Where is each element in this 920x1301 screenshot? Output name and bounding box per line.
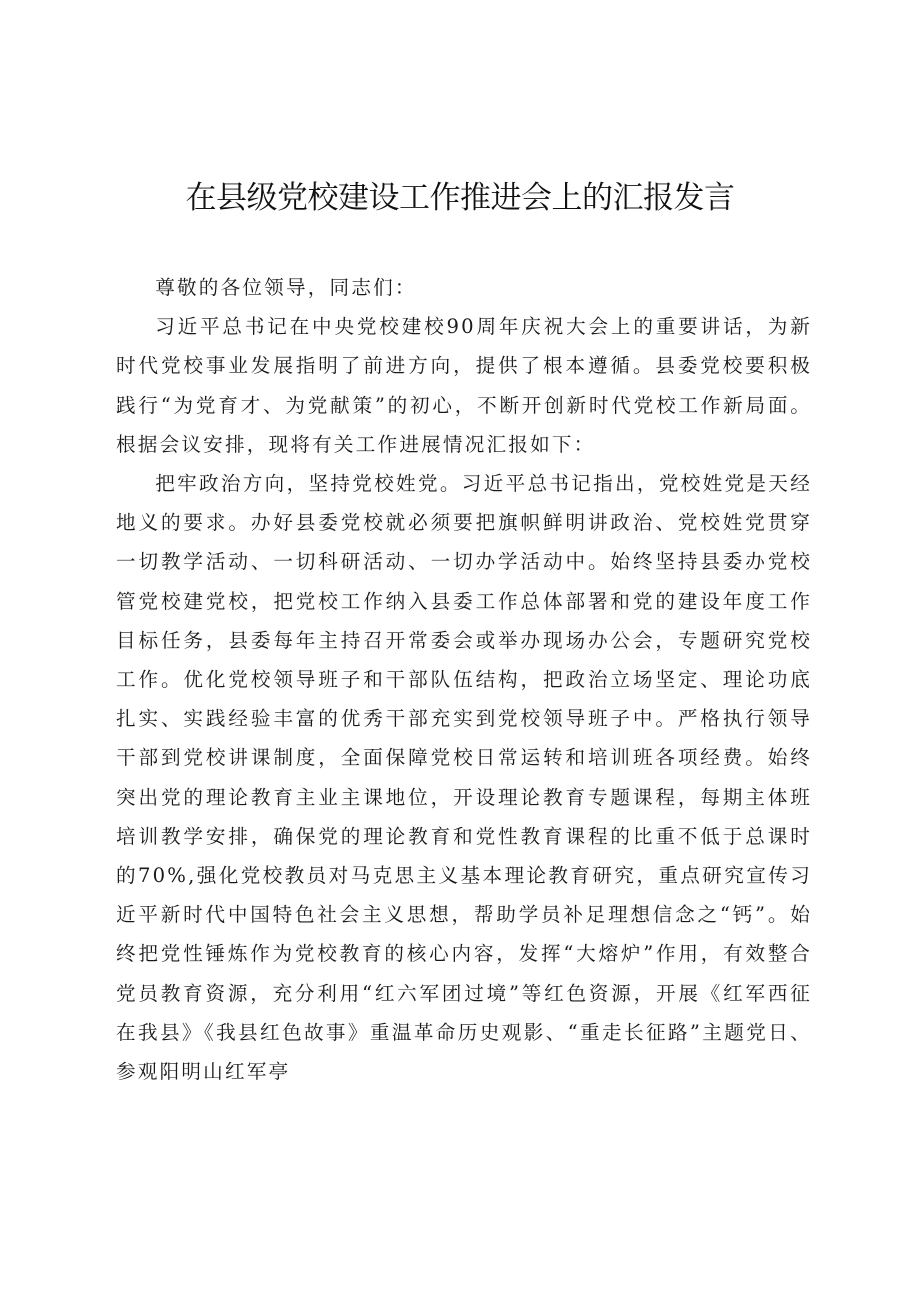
document-body (116, 268, 812, 1091)
paragraph-political-direction: 把牢政治方向，坚持党校姓党。习近平总书记指出，党校姓党是天经地义的要求。办好县委党校就必须要把旗帜鲜明讲政治、党校姓党贯穿一切教学活动、一切科研活动、一切办学活动中。始终坚持县委办党校管党校建党校，把党校工作纳入县委工作总体部署和党的建设年度工作目标任务，县委每年主持召开常委会或举办现场办公会，专题研究党校工作。优化党校领导班子和干部队伍结构，把政治立场坚定、理论功底扎实、实践经验丰富的优秀干部充实到党校领导班子中。严格执行领导干部到党校讲课制度，全面保障党校日常运转和培训班各项经费。始终突出党的理论教育主业主课地位，开设理论教育专题课程，每期主体班培训教学安排，确保党的理论教育和党性教育课程的比重不低于总课时的70%,强化党校教员对马克思主义基本理论教育研究，重点研究宣传习近平新时代中国特色社会主义思想，帮助学员补足理想信念之“钙”。始终把党性锤炼作为党校教育的核心内容，发挥“大熔炉”作用，有效整合党员教育资源，充分利用“红六军团过境”等红色资源，开展《红军西征在我县》《我县红色故事》重温革命历史观影、“重走长征路”主题党日、参观阳明山红军亭 (116, 472, 812, 1084)
paragraph-intro: 习近平总书记在中央党校建校90周年庆祝大会上的重要讲话，为新时代党校事业发展指明了前进方向，提供了根本遵循。县委党校要积极践行“为党育才、为党献策”的初心，不断开创新时代党校工作新局面。根据会议安排，现将有关工作进展情况汇报如下： (116, 315, 812, 456)
document-title: 在县级党校建设工作推进会上的汇报发言 (185, 180, 735, 216)
salutation: 尊敬的各位领导，同志们： (155, 276, 417, 299)
